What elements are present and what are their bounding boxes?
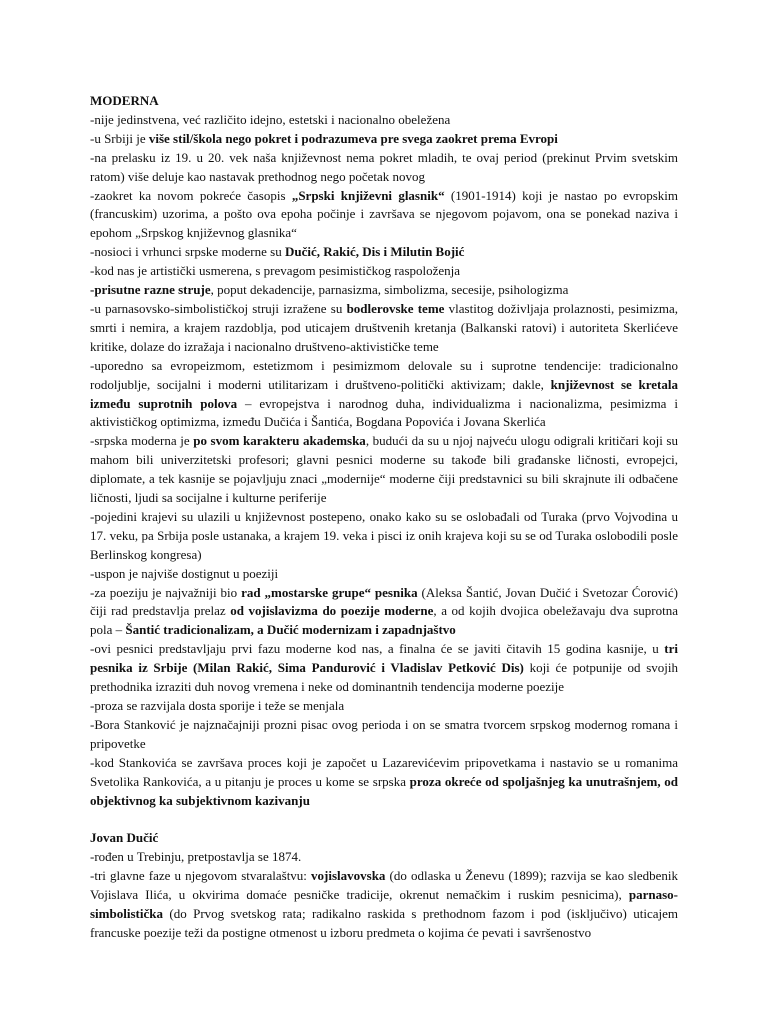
- bold-text: bodlerovske teme: [346, 300, 445, 316]
- bold-text: Dučić, Rakić, Dis i Milutin Bojić: [284, 244, 465, 260]
- paragraph: [90, 640, 678, 697]
- text: -nosioci i vrhunci srpske moderne su: [90, 244, 285, 260]
- paragraph: [90, 300, 678, 357]
- text: -kod nas je artistički usmerena, s prevagom pesimističkog raspoloženja: [90, 263, 461, 279]
- text: koji će potpunije od svojih prethodnika izraziti duh novog vremena i neke od dominantnih tendencija moderne poezije: [90, 660, 679, 695]
- text: -za poeziju je najvažniji bio: [90, 584, 242, 600]
- text: -proza se razvijala dosta sporije i teže se menjala: [90, 698, 345, 713]
- bold-text: tri pesnika iz Srbije (Milan Rakić, Sima Pandurović i Vladislav Petković Dis): [90, 641, 678, 676]
- bold-text: književnost se kretala između suprotnih polova: [90, 376, 678, 411]
- paragraph: [90, 565, 678, 584]
- paragraph: [90, 149, 678, 187]
- text: -Bora Stanković je najznačajniji prozni pisac ovog perioda i on se smatra tvorcem srpskog modernog romana i pripovetke: [90, 716, 678, 751]
- paragraph: [90, 867, 678, 943]
- text: , budući da su u njoj najveću ulogu odigrali kritičari koji su mahom bili univerzitetski profesori; glavni pesnici moderne su takođe bili građanske ličnosti, evropejci, diplomate, a tek kasnije se pojavljuju znaci „modernije“ moderne čiji predstavnici su bili skrajnute ili odbačene ličnosti, ljudi sa socijalne i kulturne periferije: [90, 433, 678, 506]
- text: -zaokret ka novom pokreće časopis: [90, 187, 292, 203]
- text: (Aleksa Šantić, Jovan Dučić i Svetozar Ćorović) čiji rad predstavlja prelaz: [90, 584, 678, 619]
- bold-text: proza okreće od spoljašnjeg ka unutrašnjem, od objektivnog ka subjektivnom kazivanju: [90, 773, 678, 808]
- text: – evropejstva i narodnog duha, individualizma i nacionalizma, pesimizma i aktivističkog optimizma, između Dučića i Šantića, Bogdana Popovića i Jovana Skerlića: [90, 395, 678, 430]
- text: , a od kojih dvojica obeležavaju dva suprotna pola –: [90, 603, 678, 638]
- text: -rođen u Trebinju, pretpostavlja se 1874.: [90, 849, 302, 865]
- text: -srpska moderna je: [90, 433, 194, 449]
- bold-text: „Srpski književni glasnik“: [291, 187, 445, 203]
- text: (do Prvog svetskog rata; radikalno raskida s prethodnom fazom i pod (isključivo) uticajem francuske poezije teži da postigne otmenost u izboru predmeta o kojima će pevati i savršenostvo: [90, 905, 678, 940]
- text: -u Srbiji je: [90, 130, 149, 146]
- bold-text: od vojislavizma do poezije moderne: [230, 603, 434, 619]
- text: -uporedno sa evropeizmom, estetizmom i pesimizmom delovale su i suprotne tendencije: tradicionalno rodoljublje, socijalni i moderni utilitarizam i društveno-politički aktivizam; dakle,: [90, 357, 678, 392]
- text: -pojedini krajevi su ulazili u književnost postepeno, onako kako su se oslobađali od Turaka (prvo Vojvodina u 17. veku, pa Srbija posle ustanaka, a krajem 19. veka i pisci iz onih krajeva koji su se od Turaka oslobodili posle Berlinskog kongresa): [90, 508, 678, 562]
- text: vlastitog doživljaja prolaznosti, pesimizma, smrti i nemira, a krajem razdoblja, pod uticajem društvenih kretanja (Balkanski ratovi) i autoriteta Skerlićeve kritike, dolaze do izražaja i nacionalno društveno-aktivističke teme: [90, 300, 678, 354]
- paragraph: [90, 262, 678, 281]
- bold-text: parnaso-simbolistička: [90, 887, 678, 921]
- document-page: [90, 92, 678, 943]
- paragraph: [90, 754, 678, 811]
- bold-text: po svom karakteru akademska: [193, 433, 366, 449]
- paragraph: [90, 243, 678, 262]
- paragraph: [90, 508, 678, 565]
- section-title-jovan-ducic: Jovan Dučić: [90, 830, 159, 846]
- text: -tri glavne faze u njegovom stvaralaštvu:: [90, 868, 312, 884]
- paragraph: [90, 187, 678, 244]
- text: (1901-1914) koji je nastao po evropskim (francuskim) uzorima, a pošto ova epoha počinje i završava se njegovom pojavom, ona se ponekad naziva i epohom „Srpskog književnog glasnika“: [90, 187, 679, 241]
- paragraph: [90, 111, 678, 130]
- bold-text: vojislavovska: [311, 868, 386, 884]
- paragraph: [90, 584, 678, 641]
- text: (do odlaska u Ženevu (1899); razvija se kao sledbenik Vojislava Ilića, u okvirima domaće pesničke tradicije, okrenut nemačkim i ruskim pesnicima),: [90, 868, 678, 903]
- bold-text: više stil/škola nego pokret i podrazumeva pre svega zaokret prema Evropi: [148, 130, 558, 146]
- text: , poput dekadencije, parnasizma, simbolizma, secesije, psihologizma: [210, 282, 569, 298]
- paragraph: [90, 357, 678, 433]
- text: -na prelasku iz 19. u 20. vek naša književnost nema pokret mladih, te ovaj period (prekinut Prvim svetskim ratom) više deluje kao nastavak prethodnog nego početak novog: [90, 149, 678, 184]
- text: -uspon je najviše dostignut u poeziji: [90, 565, 279, 581]
- paragraph: [90, 281, 678, 300]
- blank-line: [90, 810, 678, 829]
- text: -nije jedinstvena, već različito idejno, estetski i nacionalno obeležena: [90, 111, 451, 127]
- text: -ovi pesnici predstavljaju prvi fazu moderne kod nas, a finalna će se javiti čitavih 15 godina kasnije, u: [90, 641, 665, 657]
- text: -kod Stankovića se završava proces koji je započet u Lazarevićevim pripovetkama i nastavio se u romanima Svetolika Rankovića, a u pitanju je proces u kome se srpska: [90, 754, 678, 789]
- paragraph: [90, 697, 678, 716]
- bold-text: rad „mostarske grupe“ pesnika: [241, 584, 418, 600]
- paragraph: [90, 848, 678, 867]
- text: -u parnasovsko-simbolističkoj struji izražene su: [90, 300, 347, 316]
- paragraph: [90, 432, 678, 508]
- paragraph: [90, 130, 678, 149]
- bold-text: Šantić tradicionalizam, a Dučić modernizam i zapadnjaštvo: [125, 622, 456, 638]
- bold-text: -prisutne razne struje: [90, 282, 211, 298]
- section-title-moderna: MODERNA: [90, 93, 159, 108]
- paragraph: [90, 716, 678, 754]
